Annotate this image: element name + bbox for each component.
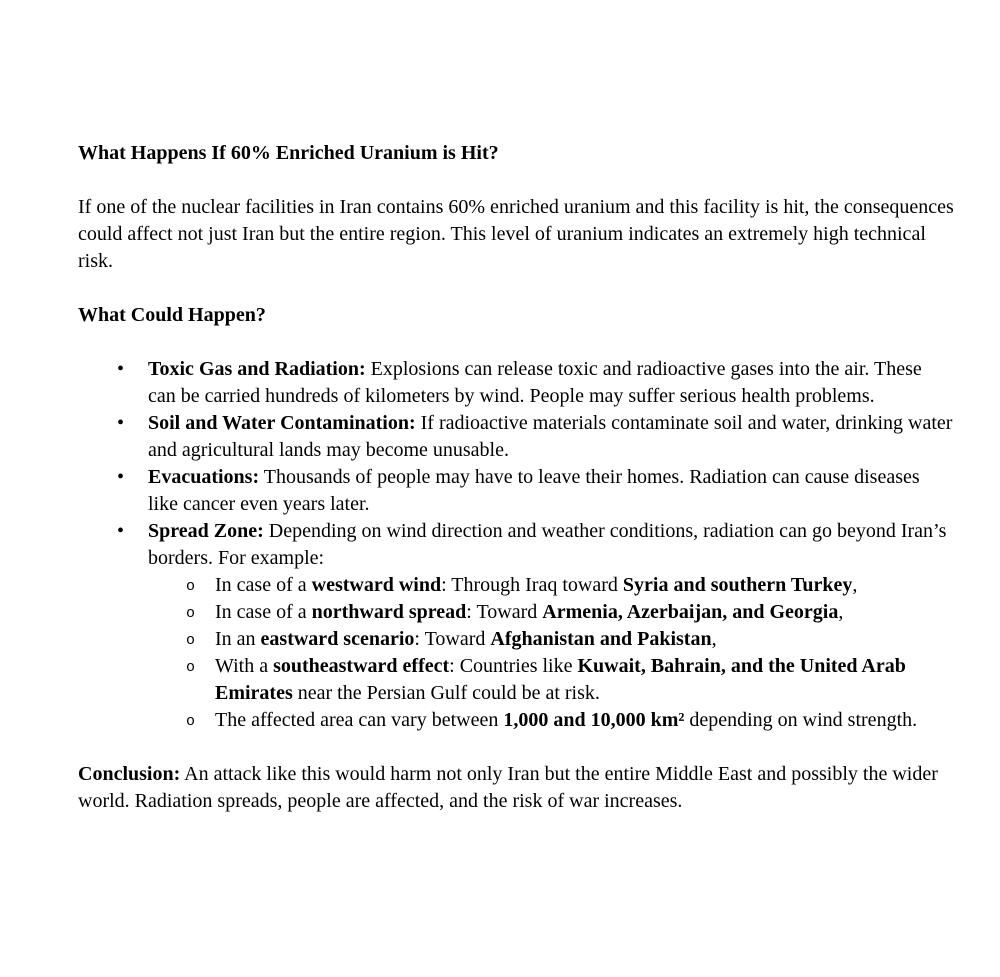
list-item-spread-zone (148, 518, 954, 734)
document-content (78, 140, 954, 815)
sub-item-affected-area: o The affected area can vary between 1,000 and 10,000 km² depending on wind strength. (215, 707, 954, 734)
sub-item-southeastward: o With a southeastward effect: Countries like Kuwait, Bahrain, and the United Arab Emirates near the Persian Gulf could be at risk. (215, 653, 954, 707)
conclusion-paragraph: Conclusion: An attack like this would harm not only Iran but the entire Middle East and possibly the wider world. Radiation spreads, people are affected, and the risk of war increases. (78, 763, 938, 812)
sub-item-eastward: o In an eastward scenario: Toward Afghanistan and Pakistan, (215, 626, 954, 653)
heading-main: What Happens If 60% Enriched Uranium is Hit? (78, 142, 499, 164)
list-item-toxic-gas: • Toxic Gas and Radiation: Explosions can release toxic and radioactive gases into the air. These can be carried hundreds of kilometers by wind. People may suffer serious health problems. (148, 356, 954, 410)
list-item-soil-water: • Soil and Water Contamination: If radioactive materials contaminate soil and water, drinking water and agricultural lands may become unusable. (148, 410, 954, 464)
heading-what-could-happen: What Could Happen? (78, 304, 266, 326)
sub-item-northward: o In case of a northward spread: Toward Armenia, Azerbaijan, and Georgia, (215, 599, 954, 626)
list-item-evacuations: • Evacuations: Thousands of people may have to leave their homes. Radiation can cause diseases like cancer even years later. (148, 464, 954, 518)
sub-item-westward: o In case of a westward wind: Through Iraq toward Syria and southern Turkey, (215, 572, 954, 599)
effects-list (78, 356, 954, 734)
spread-examples-list (148, 572, 954, 734)
intro-paragraph: If one of the nuclear facilities in Iran contains 60% enriched uranium and this facility is hit, the consequences could affect not just Iran but the entire region. This level of uranium indicates an extremely high technical risk. (78, 196, 954, 272)
spread-zone-text: Spread Zone: Depending on wind direction and weather conditions, radiation can go beyond Iran’s borders. For example: (148, 520, 947, 569)
